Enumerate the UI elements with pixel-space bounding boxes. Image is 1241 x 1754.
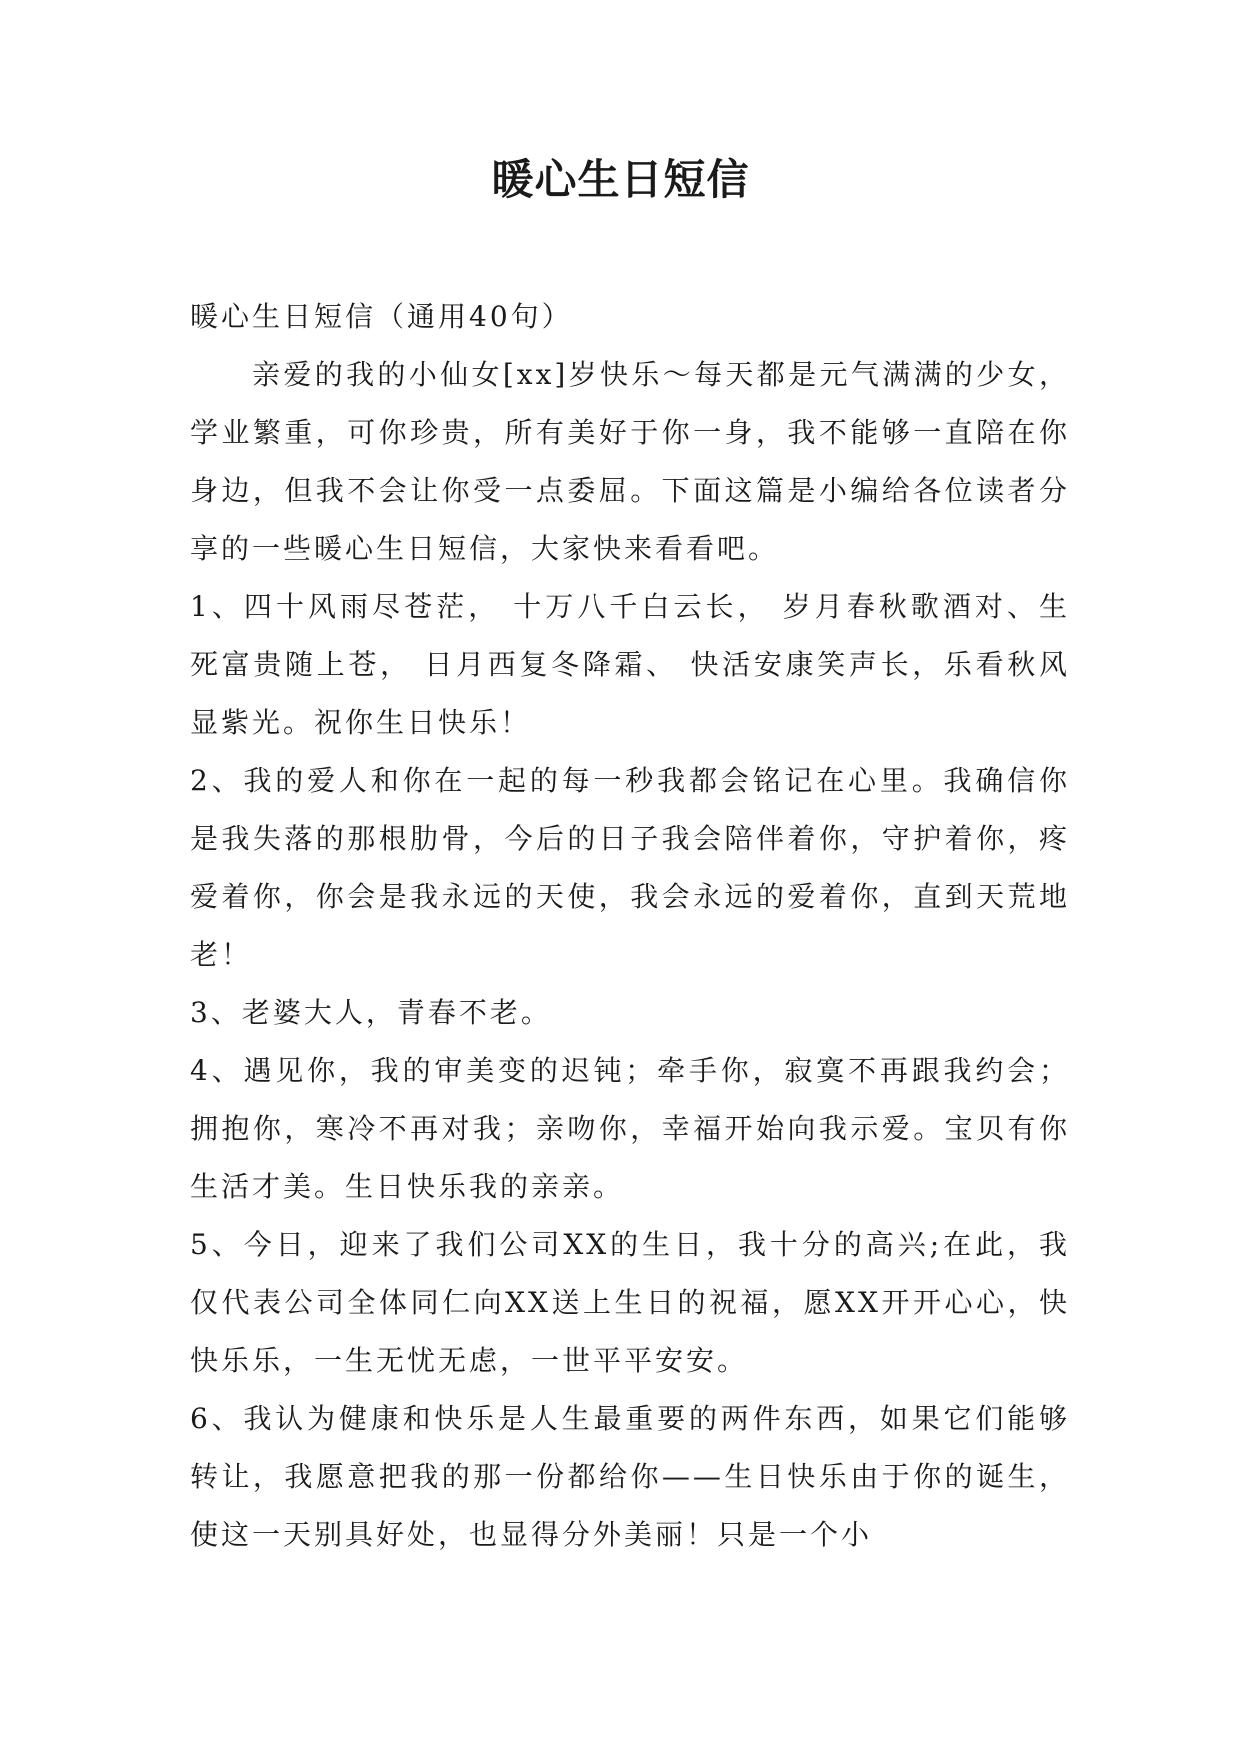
intro-paragraph: 亲爱的我的小仙女[xx]岁快乐～每天都是元气满满的少女，学业繁重，可你珍贵，所有美好于你一身，我不能够一直陪在你身边，但我不会让你受一点委屈。下面这篇是小编给各位读者分享的一些暖心生日短信，大家快来看看吧。 bbox=[190, 358, 1070, 565]
list-item: 3、老婆大人，青春不老。 bbox=[190, 996, 552, 1029]
document-body bbox=[190, 288, 1070, 1564]
document-title: 暖心生日短信 bbox=[491, 155, 750, 204]
document-subtitle: 暖心生日短信（通用40句） bbox=[190, 300, 573, 333]
list-item: 4、遇见你，我的审美变的迟钝；牵手你，寂寞不再跟我约会；拥抱你，寒冷不再对我；亲吻你，幸福开始向我示爱。宝贝有你生活才美。生日快乐我的亲亲。 bbox=[190, 1054, 1070, 1203]
list-item: 5、今日，迎来了我们公司XX的生日，我十分的高兴;在此，我仅代表公司全体同仁向XX送上生日的祝福，愿XX开开心心，快快乐乐，一生无忧无虑，一世平平安安。 bbox=[190, 1228, 1070, 1377]
list-item: 2、我的爱人和你在一起的每一秒我都会铭记在心里。我确信你是我失落的那根肋骨，今后的日子我会陪伴着你，守护着你，疼爱着你，你会是我永远的天使，我会永远的爱着你，直到天荒地老！ bbox=[190, 764, 1070, 971]
list-item: 1、四十风雨尽苍茫， 十万八千白云长， 岁月春秋歌酒对、生死富贵随上苍， 日月西复冬降霜、 快活安康笑声长，乐看秋风显紫光。祝你生日快乐！ bbox=[190, 590, 1070, 739]
list-item: 6、我认为健康和快乐是人生最重要的两件东西，如果它们能够转让，我愿意把我的那一份都给你——生日快乐由于你的诞生，使这一天别具好处，也显得分外美丽！只是一个小 bbox=[190, 1402, 1070, 1551]
